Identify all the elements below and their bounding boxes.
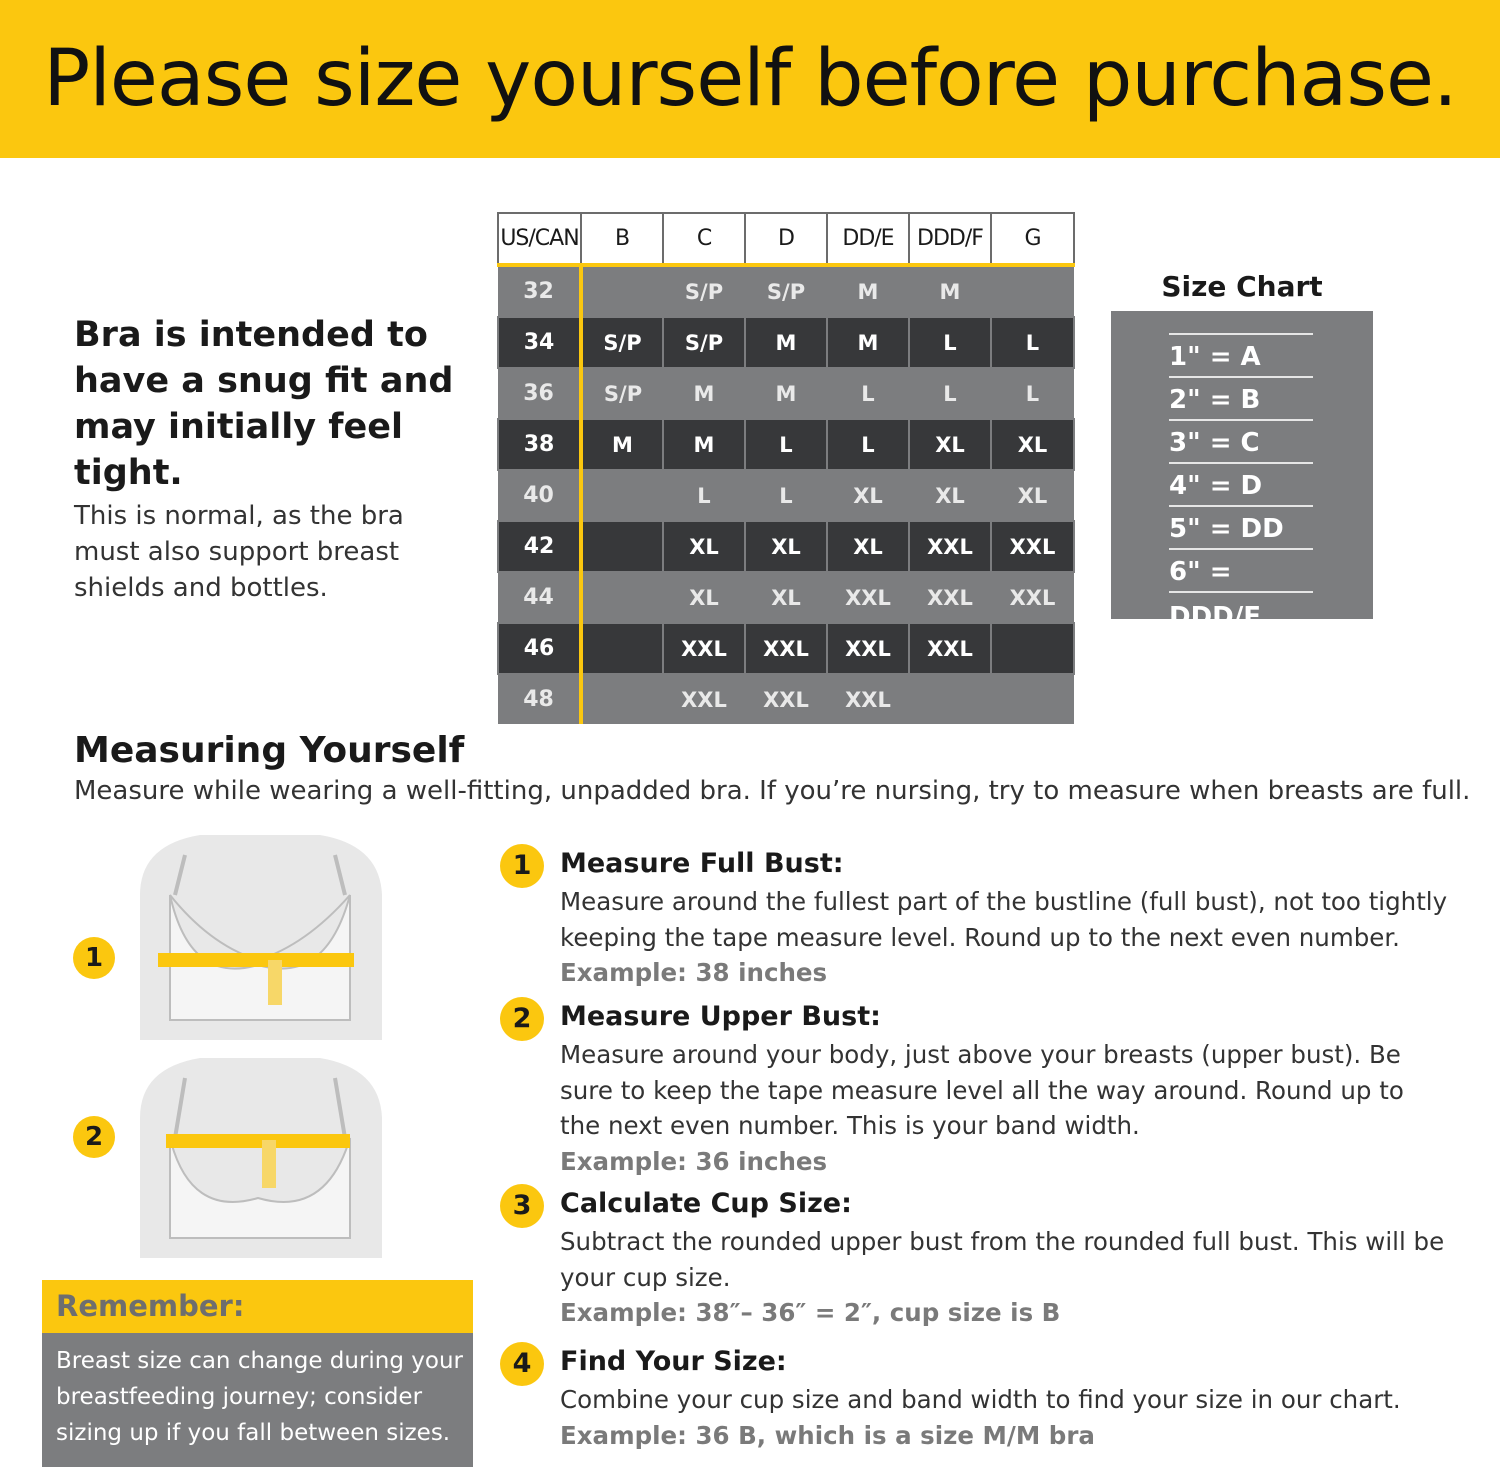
size-cell: XXL bbox=[827, 674, 909, 724]
step-description: Combine your cup size and band width to find your size in our chart. bbox=[560, 1385, 1401, 1414]
size-cell: S/P bbox=[581, 317, 663, 368]
size-cell: XXL bbox=[909, 521, 991, 572]
size-cell: S/P bbox=[745, 265, 827, 317]
step-text bbox=[560, 1224, 1450, 1331]
size-cell: M bbox=[745, 368, 827, 419]
size-cell: XL bbox=[663, 572, 745, 623]
band-cell: 36 bbox=[498, 368, 581, 419]
size-cell: XXL bbox=[827, 623, 909, 674]
band-cell: 48 bbox=[498, 674, 581, 724]
size-cell: S/P bbox=[663, 317, 745, 368]
step-text bbox=[560, 884, 1450, 991]
size-cell: L bbox=[991, 368, 1074, 419]
step-text bbox=[560, 1382, 1450, 1453]
size-cell: XXL bbox=[745, 674, 827, 724]
step-number-badge: 1 bbox=[500, 844, 544, 888]
remember-title: Remember: bbox=[42, 1280, 473, 1333]
size-cell: L bbox=[909, 368, 991, 419]
size-cell: XL bbox=[909, 470, 991, 521]
size-cell bbox=[581, 623, 663, 674]
size-cell bbox=[991, 623, 1074, 674]
size-cell: M bbox=[909, 265, 991, 317]
size-cell: XXL bbox=[991, 521, 1074, 572]
size-cell: L bbox=[827, 368, 909, 419]
header-cup: D bbox=[745, 213, 827, 265]
size-cell: XL bbox=[663, 521, 745, 572]
step-description: Subtract the rounded upper bust from the rounded full bust. This will be your cup size. bbox=[560, 1227, 1445, 1292]
size-cell: L bbox=[909, 317, 991, 368]
table-row bbox=[498, 419, 1074, 470]
size-cell: XL bbox=[745, 572, 827, 623]
illustration-badge-2: 2 bbox=[73, 1116, 115, 1158]
list-item: 2" = B bbox=[1169, 378, 1313, 421]
illustration-badge-1: 1 bbox=[73, 937, 115, 979]
size-cell bbox=[581, 572, 663, 623]
banner-title: Please size yourself before purchase. bbox=[43, 34, 1457, 124]
size-cell bbox=[991, 265, 1074, 317]
size-cell: XXL bbox=[909, 572, 991, 623]
step-text bbox=[560, 1037, 1450, 1179]
upper-bust-illustration bbox=[130, 1058, 386, 1258]
size-table-header-row bbox=[498, 213, 1074, 265]
size-cell bbox=[909, 674, 991, 724]
remember-box bbox=[42, 1280, 473, 1467]
list-item: 4" = D bbox=[1169, 464, 1313, 507]
size-cell: S/P bbox=[581, 368, 663, 419]
step-number-badge: 2 bbox=[500, 997, 544, 1041]
step-description: Measure around your body, just above your breasts (upper bust). Be sure to keep the tape measure level all the way around. Round up to the next even number. This is your band width. bbox=[560, 1040, 1404, 1140]
size-cell bbox=[991, 674, 1074, 724]
remember-body: Breast size can change during your breastfeeding journey; consider sizing up if you fall between sizes. bbox=[56, 1348, 464, 1446]
size-cell: L bbox=[663, 470, 745, 521]
size-cell: M bbox=[663, 419, 745, 470]
band-cell: 42 bbox=[498, 521, 581, 572]
list-item: 1" = A bbox=[1169, 335, 1313, 378]
step-number-badge: 3 bbox=[500, 1184, 544, 1228]
size-cell: XL bbox=[991, 470, 1074, 521]
table-row bbox=[498, 623, 1074, 674]
size-cell: XXL bbox=[663, 674, 745, 724]
size-cell: L bbox=[745, 470, 827, 521]
cup-chart-title: Size Chart bbox=[1161, 270, 1323, 303]
step-number-badge: 4 bbox=[500, 1342, 544, 1386]
size-cell: M bbox=[827, 265, 909, 317]
table-row bbox=[498, 368, 1074, 419]
band-cell: 32 bbox=[498, 265, 581, 317]
header-cup: G bbox=[991, 213, 1074, 265]
step-title: Measure Full Bust: bbox=[560, 848, 844, 879]
step-description: Measure around the fullest part of the bustline (full bust), not too tightly keeping the tape measure level. Round up to the next even number. bbox=[560, 887, 1448, 952]
size-cell: XL bbox=[991, 419, 1074, 470]
band-cell: 38 bbox=[498, 419, 581, 470]
size-cell: M bbox=[827, 317, 909, 368]
measuring-title: Measuring Yourself bbox=[74, 730, 465, 771]
band-cell: 34 bbox=[498, 317, 581, 368]
step-example: Example: 36 B, which is a size M/M bra bbox=[560, 1420, 1095, 1450]
fit-note-headline: Bra is intended to have a snug fit and may initially feel tight. bbox=[74, 315, 454, 493]
table-row bbox=[498, 265, 1074, 317]
header-cup: DD/E bbox=[827, 213, 909, 265]
size-cell: M bbox=[581, 419, 663, 470]
band-cell: 46 bbox=[498, 623, 581, 674]
size-cell: M bbox=[663, 368, 745, 419]
size-cell bbox=[581, 265, 663, 317]
list-item: 3" = C bbox=[1169, 421, 1313, 464]
table-row bbox=[498, 572, 1074, 623]
size-cell bbox=[581, 521, 663, 572]
header-cup: DDD/F bbox=[909, 213, 991, 265]
header-banner bbox=[0, 0, 1500, 158]
band-cell: 40 bbox=[498, 470, 581, 521]
fit-note bbox=[74, 312, 474, 606]
size-cell: L bbox=[745, 419, 827, 470]
size-cell: M bbox=[745, 317, 827, 368]
full-bust-illustration bbox=[130, 835, 386, 1040]
measuring-subtitle: Measure while wearing a well-fitting, unpadded bra. If you’re nursing, try to measure when breasts are full. bbox=[74, 776, 1471, 806]
list-item: 6" = DDD/F bbox=[1169, 550, 1313, 593]
header-cup: B bbox=[581, 213, 663, 265]
table-row bbox=[498, 674, 1074, 724]
size-cell bbox=[581, 470, 663, 521]
size-cell: XL bbox=[827, 470, 909, 521]
band-cell: 44 bbox=[498, 572, 581, 623]
size-cell: XL bbox=[909, 419, 991, 470]
step-title: Calculate Cup Size: bbox=[560, 1188, 852, 1219]
table-row bbox=[498, 317, 1074, 368]
size-cell: XXL bbox=[909, 623, 991, 674]
size-cell: XXL bbox=[827, 572, 909, 623]
size-cell: L bbox=[827, 419, 909, 470]
fit-note-body: This is normal, as the bra must also support breast shields and bottles. bbox=[74, 501, 404, 603]
step-example: Example: 36 inches bbox=[560, 1146, 828, 1176]
step-title: Measure Upper Bust: bbox=[560, 1001, 881, 1032]
size-cell: XXL bbox=[745, 623, 827, 674]
step-example: Example: 38″– 36″ = 2″, cup size is B bbox=[560, 1298, 1061, 1327]
size-cell: XXL bbox=[991, 572, 1074, 623]
list-item: 5" = DD bbox=[1169, 507, 1313, 550]
table-row bbox=[498, 521, 1074, 572]
step-title: Find Your Size: bbox=[560, 1346, 787, 1377]
table-row bbox=[498, 470, 1074, 521]
size-table bbox=[497, 212, 1075, 724]
size-cell: S/P bbox=[663, 265, 745, 317]
cup-chart bbox=[1111, 311, 1373, 632]
size-cell: XXL bbox=[663, 623, 745, 674]
step-example: Example: 38 inches bbox=[560, 958, 828, 987]
size-cell: XL bbox=[827, 521, 909, 572]
size-cell: L bbox=[991, 317, 1074, 368]
size-cell: XL bbox=[745, 521, 827, 572]
header-band: US/CAN bbox=[498, 213, 581, 265]
cup-chart-list bbox=[1169, 333, 1313, 632]
header-cup: C bbox=[663, 213, 745, 265]
size-cell bbox=[581, 674, 663, 724]
